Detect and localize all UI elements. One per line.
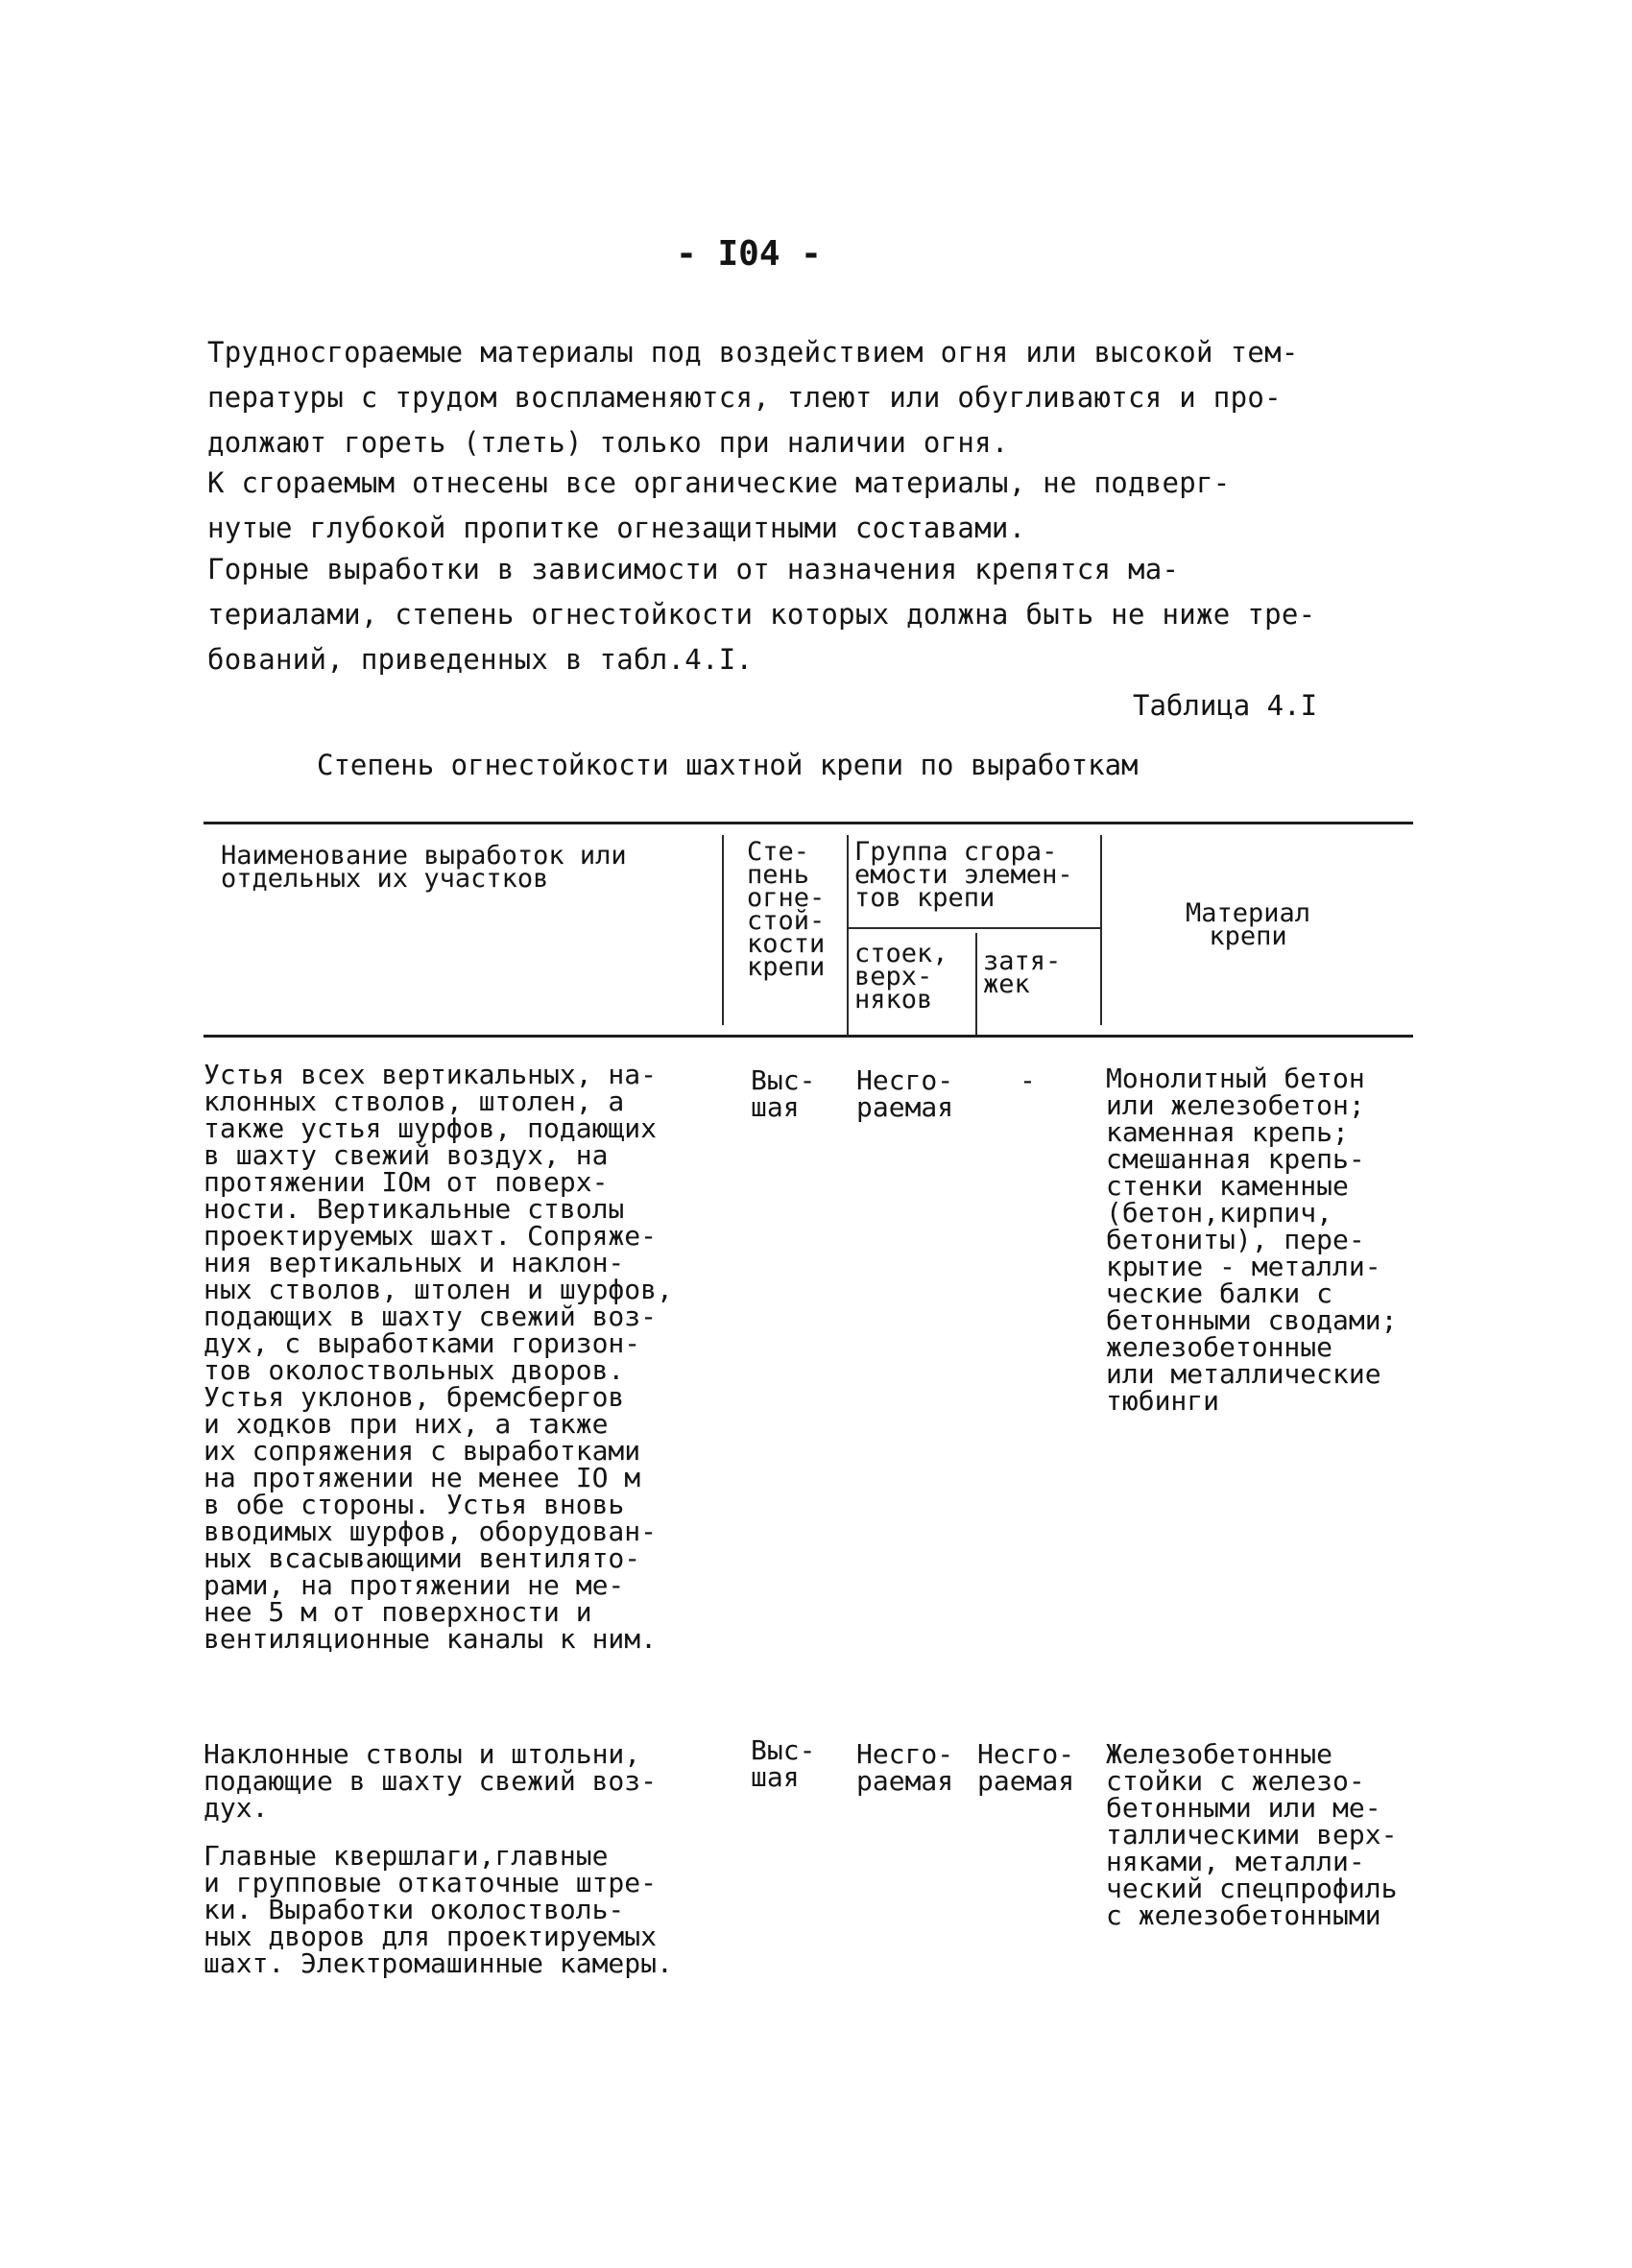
- row2-name: Наклонные стволы и штольни, подающие в шахту свежий воз- дух.: [204, 1738, 658, 1824]
- row2-lagging: Несго- раемая: [977, 1738, 1075, 1797]
- row1-lagging: -: [1020, 1064, 1036, 1096]
- table-number: Таблица 4.I: [1133, 689, 1318, 722]
- header-material: Материал крепи: [1185, 898, 1311, 951]
- header-posts: стоек, верх- няков: [854, 939, 948, 1015]
- header-name: Наименование выработок или отдельных их участков: [221, 841, 627, 894]
- header-divider-4: [1100, 835, 1102, 1025]
- header-lagging: затя- жек: [983, 946, 1062, 999]
- header-divider-1: [722, 835, 724, 1025]
- row2-degree: Выс- шая: [751, 1734, 816, 1793]
- header-group: Группа сгора- емости элемен- тов крепи: [854, 837, 1073, 913]
- paragraph-2: К сгораемым отнесены все органические материалы, не подверг- нутые глубокой пропитке огнезащитными составами.: [207, 466, 1231, 544]
- header-subrule: [847, 927, 1100, 929]
- row2-material: Железобетонные стойки с железо- бетонными или ме- таллическими верх- няками, металли- ческий спецпрофиль с железобетонными: [1106, 1738, 1398, 1931]
- row1-degree: Выс- шая: [751, 1064, 816, 1123]
- header-divider-3: [975, 933, 977, 1035]
- header-divider-2: [847, 835, 849, 1037]
- paragraph-3: Горные выработки в зависимости от назначения крепятся ма- териалами, степень огнестойкости которых должна быть не ниже тре- бований, приведенных в табл.4.I.: [207, 553, 1316, 676]
- header-degree: Сте- пень огне- стой- кости крепи: [747, 837, 826, 982]
- table-top-rule: [204, 822, 1413, 824]
- row1-posts: Несго- раемая: [856, 1064, 954, 1123]
- table-title: Степень огнестойкости шахтной крепи по выработкам: [317, 749, 1139, 781]
- page-number: - I04 -: [676, 234, 822, 274]
- row1-name: Устья всех вертикальных, на- клонных стволов, штолен, а также устья шурфов, подающих в шахту свежий воздух, на протяжении IОм от поверх- ности. Вертикальные стволы проектируемых шахт. Сопряже- ния вертикальных и наклон- ных стволов, штолен и шурфов, подающих в шахту свежий воз- дух, с выработками горизон- тов околоствольных дворов. Устья уклонов, бремсбергов и ходков при них, а также их сопряжения с выработками на протяжении не менее IО м в обе стороны. Устья вновь вводимых шурфов, оборудован- ных всасывающими вентилято- рами, на протяжении не ме- нее 5 м от поверхности и вентиляционные каналы к ним.: [204, 1059, 673, 1655]
- row2-name-extra: Главные квершлаги,главные и групповые откаточные штре- ки. Выработки околостволь- ных дворов для проектируемых шахт. Электромашинные камеры.: [204, 1840, 673, 1979]
- row2-posts: Несго- раемая: [856, 1738, 954, 1797]
- table-header-rule: [204, 1035, 1413, 1038]
- paragraph-1: Трудносгораемые материалы под воздействием огня или высокой тем- пературы с трудом воспламеняются, тлеют или обугливаются и про- должают гореть (тлеть) только при наличии огня.: [207, 336, 1299, 459]
- row1-material: Монолитный бетон или железобетон; каменная крепь; смешанная крепь- стенки каменные (бетон,кирпич, бетониты), пере- крытие - металли- ческие балки с бетонными сводами; железобетонные или металлические тюбинги: [1106, 1062, 1398, 1417]
